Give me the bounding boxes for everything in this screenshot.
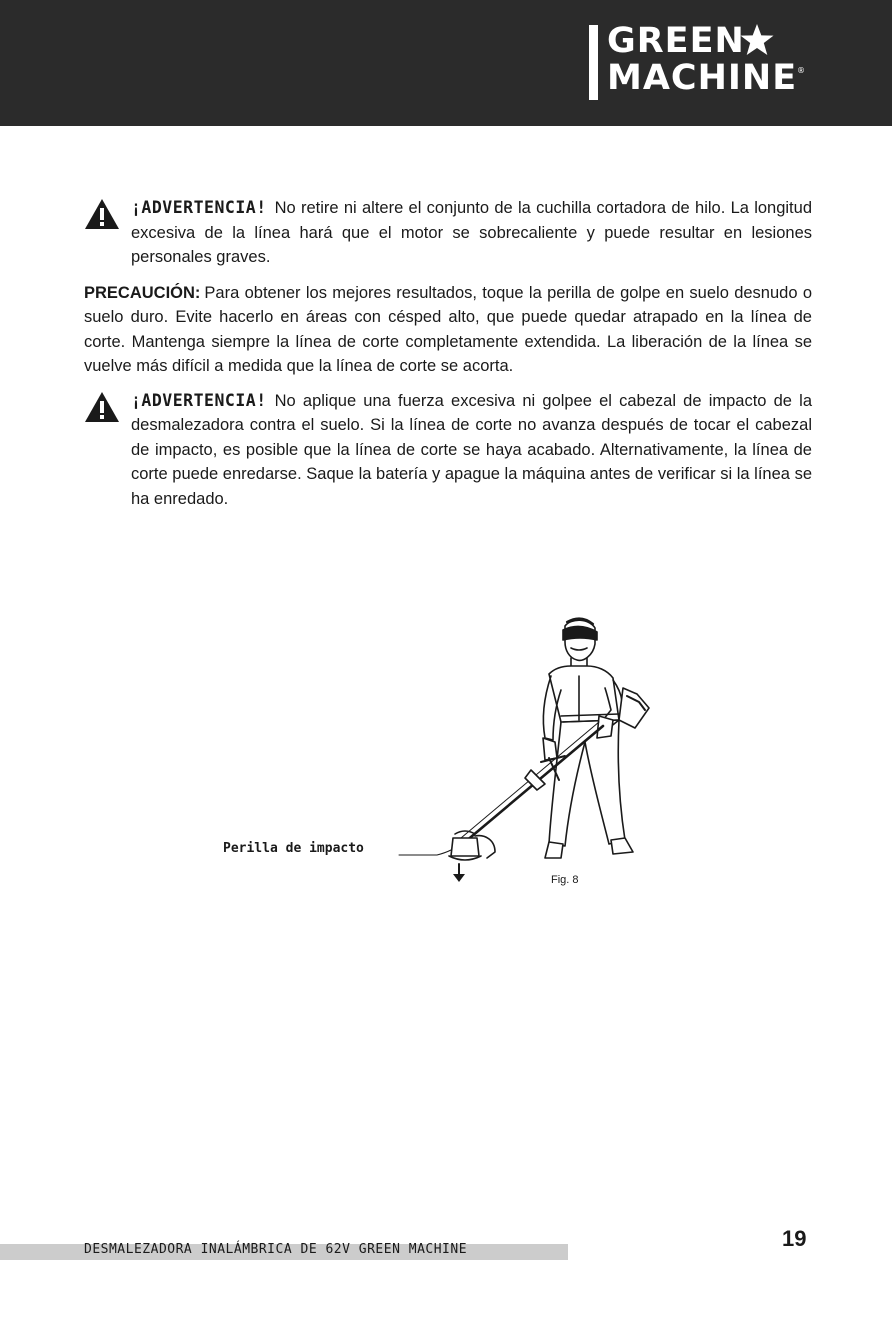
green-machine-logo — [589, 22, 819, 102]
caution-text: Para obtener los mejores resultados, toque la perilla de golpe en suelo desnudo o suelo duro. Evite hacerlo en áreas con césped alto, que puede quedar atrapado en la línea de corte. Mantenga siempre la línea de corte completamente extendida. La liberación de la línea se vuelve más difícil a medida que la línea de corte se acorta. — [84, 283, 812, 375]
footer-title: DESMALEZADORA INALÁMBRICA DE 62V GREEN MACHINE — [84, 1242, 468, 1257]
warning-2-label: ¡ADVERTENCIA! — [131, 390, 267, 410]
page-header — [0, 0, 892, 126]
warning-block-1 — [84, 196, 812, 270]
warning-1-text: No retire ni altere el conjunto de la cuchilla cortadora de hilo. La longitud excesiva de la línea hará que el motor se sobrecaliente y puede resultar en lesiones personales graves. — [131, 199, 812, 266]
warning-block-2 — [84, 389, 812, 512]
warning-2-text: No aplique una fuerza excesiva ni golpee el cabezal de impacto de la desmalezadora contra el suelo. Si la línea de corte no avanza después de tocar el cabezal de impacto, es posible que la línea de corte se haya acabado. Alternativamente, la línea de corte puede enredarse. Saque la batería y apague la máquina antes de verificar si la línea se ha enredado. — [131, 391, 812, 508]
impact-knob-callout: Perilla de impacto — [223, 841, 364, 856]
warning-2-paragraph — [131, 389, 812, 512]
star-icon — [739, 23, 775, 57]
page-number: 19 — [782, 1226, 807, 1251]
warning-1-paragraph — [131, 196, 812, 270]
warning-triangle-icon — [84, 198, 120, 230]
page-content — [84, 196, 812, 511]
logo-line-1: GREEN — [607, 21, 745, 61]
logo-bar — [589, 25, 598, 100]
caution-paragraph — [84, 281, 812, 379]
logo-line-2: MACHINE — [607, 58, 798, 98]
caution-label: PRECAUCIÓN: — [84, 283, 201, 302]
trimmer-operator-illustration — [215, 612, 655, 902]
figure-8 — [215, 612, 655, 902]
figure-caption: Fig. 8 — [551, 874, 579, 886]
registered-mark: ® — [797, 66, 805, 75]
warning-triangle-icon — [84, 391, 120, 423]
warning-1-label: ¡ADVERTENCIA! — [131, 198, 267, 217]
